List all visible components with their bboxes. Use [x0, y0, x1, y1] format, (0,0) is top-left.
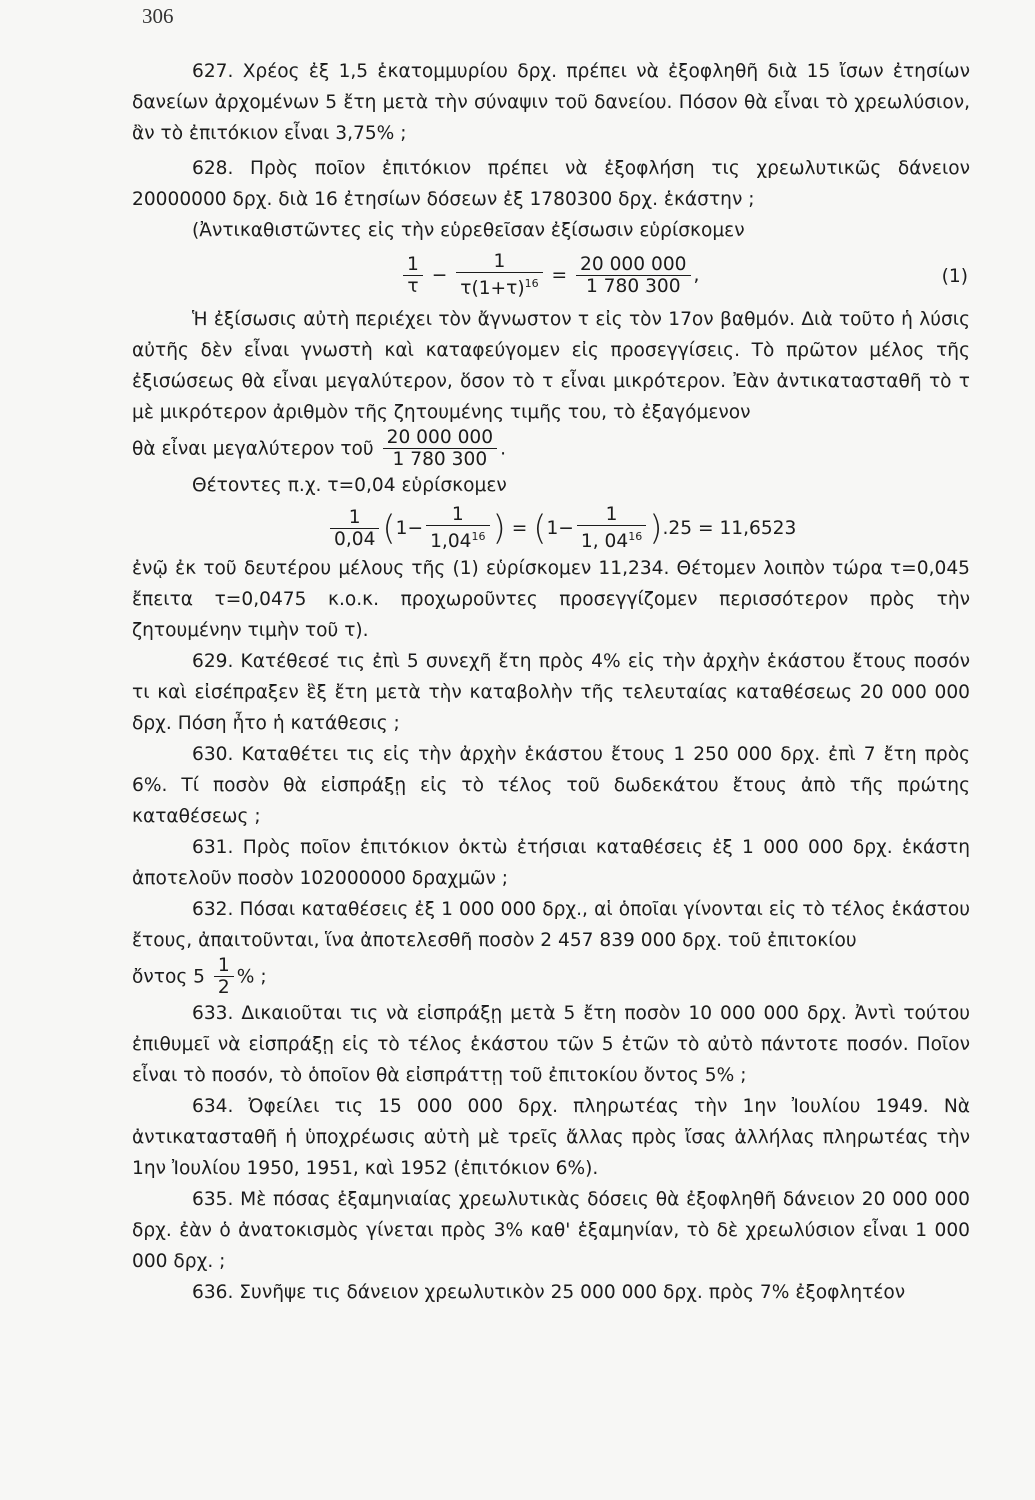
- exercise-630: 630. Καταθέτει τις εἰς τὴν ἀρχὴν ἑκάστου ἔτους 1 250 000 δρχ. ἐπὶ 7 ἔτη πρὸς 6%. Τί ποσὸν θὰ εἰσπράξῃ εἰς τὸ τέλος τοῦ δωδεκάτου ἔτους ἀπὸ τῆς πρώτης καταθέσεως ;: [132, 744, 970, 827]
- eq2-frac-2: $\frac{1}{1,04^{16}}$: [426, 505, 489, 552]
- greater-than-line: θὰ εἶναι μεγαλύτερον τοῦ $\frac{20 000 000}{1 780 300}$ .: [132, 427, 506, 470]
- eq1-frac-3: $\frac{20 000 000}{1 780 300}$: [576, 255, 690, 297]
- exercise-632-end: ὄντος 5 $\frac{1}{2}$ % ;: [132, 955, 267, 998]
- eq1-frac-2: $\frac{1}{\tau(1+\tau)^{16}}$: [456, 252, 542, 299]
- exercise-632: 632. Πόσαι καταθέσεις ἐξ 1 000 000 δρχ., αἱ ὁποῖαι γίνονται εἰς τὸ τέλος ἑκάστου ἔτους, ἀπαιτοῦνται, ἵνα ἀποτελεσθῆ ποσὸν 2 457 839 000 δρχ. τοῦ ἐπιτοκίου: [132, 899, 970, 951]
- approximation-text: ἐνῷ ἐκ τοῦ δευτέρου μέλους τῆς (1) εὑρίσκομεν 11,234. Θέτομεν λοιπὸν τώρα τ=0,045 ἔπειτα τ=0,0475 κ.ο.κ. προχωροῦντες προσεγγίζομεν περισσότερον πρὸς τὴν ζητουμένην τιμὴν τοῦ τ).: [132, 558, 970, 641]
- exercise-635: 635. Μὲ πόσας ἑξαμηνιαίας χρεωλυτικὰς δόσεις θὰ ἐξοφληθῆ δάνειον 20 000 000 δρχ. ἐὰν ὁ ἀνατοκισμὸς γίνεται πρὸς 3% καθ' ἑξαμηνίαν, τὸ δὲ χρεωλύσιον εἶναι 1 000 000 δρχ. ;: [132, 1189, 970, 1272]
- exercise-628-note: (Ἀντικαθιστῶντες εἰς τὴν εὑρεθεῖσαν ἐξίσωσιν εὑρίσκομεν: [192, 220, 745, 241]
- eq2-frac-1: $\frac{1}{0,04}$: [330, 508, 379, 550]
- eq2-frac-3: $\frac{1}{1, 04^{16}}$: [577, 505, 646, 552]
- exercise-633: 633. Δικαιοῦται τις νὰ εἰσπράξῃ μετὰ 5 ἔτη ποσὸν 10 000 000 δρχ. Ἀντὶ τούτου ἐπιθυμεῖ νὰ εἰσπράξῃ εἰς τὸ τέλος ἑκάστου τῶν 5 ἐτῶν τὸ αὐτὸ πάντοτε ποσόν. Ποῖον εἶναι τὸ ποσόν, τὸ ὁποῖον θὰ εἰσπράττῃ τοῦ ἐπιτοκίου ὄντος 5% ;: [132, 1003, 970, 1086]
- equation-2: $\frac{1}{0,04}$ (1− $\frac{1}{1,04^{16}}$ ) = (1− $\frac{1}{1, 04^{16}}$ ).25 = 11,6523: [132, 501, 970, 553]
- exercise-627: 627. Χρέος ἐξ 1,5 ἑκατομμυρίου δρχ. πρέπει νὰ ἐξοφληθῆ διὰ 15 ἴσων ἐτησίων δανείων ἀρχομένων 5 ἔτη μετὰ τὴν σύναψιν τοῦ δανείου. Πόσον θὰ εἶναι τὸ χρεωλύσιον, ἂν τὸ ἐπιτόκιον εἶναι 3,75% ;: [132, 61, 970, 144]
- exercise-636: 636. Συνῆψε τις δάνειον χρεωλυτικὸν 25 000 000 δρχ. πρὸς 7% ἐξοφλητέον: [192, 1282, 906, 1303]
- exercise-629: 629. Κατέθεσέ τις ἐπὶ 5 συνεχῆ ἔτη πρὸς 4% εἰς τὴν ἀρχὴν ἑκάστου ἔτους ποσόν τι καὶ εἰσέπραξεν ἓξ ἔτη μετὰ τὴν καταβολὴν τῆς τελευταίας καταθέσεως 20 000 000 δρχ. Πόση ἦτο ἡ κατάθεσις ;: [132, 651, 970, 734]
- page-content: [132, 56, 970, 1308]
- exercise-634: 634. Ὀφείλει τις 15 000 000 δρχ. πληρωτέας τὴν 1ην Ἰουλίου 1949. Νὰ ἀντικατασταθῆ ἡ ὑποχρέωσις αὐτὴ μὲ τρεῖς ἄλλας πρὸς ἴσας ἀλλήλας πληρωτέας τὴν 1ην Ἰουλίου 1950, 1951, καὶ 1952 (ἐπιτόκιον 6%).: [132, 1096, 970, 1179]
- exercise-628: 628. Πρὸς ποῖον ἐπιτόκιον πρέπει νὰ ἐξοφλήση τις χρεωλυτικῶς δάνειον 20000000 δρχ. διὰ 16 ἐτησίων δόσεων ἐξ 1780300 δρχ. ἑκάστην ;: [132, 158, 970, 210]
- page-number: 306: [142, 4, 174, 28]
- exercise-631: 631. Πρὸς ποῖον ἐπιτόκιον ὀκτὼ ἐτήσιαι καταθέσεις ἐξ 1 000 000 δρχ. ἑκάστη ἀποτελοῦν ποσὸν 102000000 δραχμῶν ;: [132, 837, 970, 889]
- half-frac: $\frac{1}{2}$: [214, 956, 234, 998]
- set-tau-line: Θέτοντες π.χ. τ=0,04 εὑρίσκομεν: [192, 475, 507, 496]
- greater-frac: $\frac{20 000 000}{1 780 300}$: [383, 428, 497, 470]
- equation-tag: (1): [941, 266, 968, 287]
- equation-1: $\frac{1}{\tau}$ − $\frac{1}{\tau(1+\tau)^{16}}$ = $\frac{20 000 000}{1 780 300}$ , (1): [132, 248, 970, 304]
- equation-discussion: Ἡ ἐξίσωσις αὐτὴ περιέχει τὸν ἄγνωστον τ εἰς τὸν 17ον βαθμόν. Διὰ τοῦτο ἡ λύσις αὐτῆς δὲν εἶναι γνωστὴ καὶ καταφεύγομεν εἰς προσεγγίσεις. Τὸ πρῶτον μέλος τῆς ἐξισώσεως θὰ εἶναι μεγαλύτερον, ὅσον τὸ τ εἶναι μικρότερον. Ἐὰν ἀντικατασταθῆ τὸ τ μὲ μικρότερον ἀριθμὸν τῆς ζητουμένης τιμῆς του, τὸ ἐξαγόμενον: [132, 309, 970, 423]
- eq1-frac-1: $\frac{1}{\tau}$: [403, 255, 423, 297]
